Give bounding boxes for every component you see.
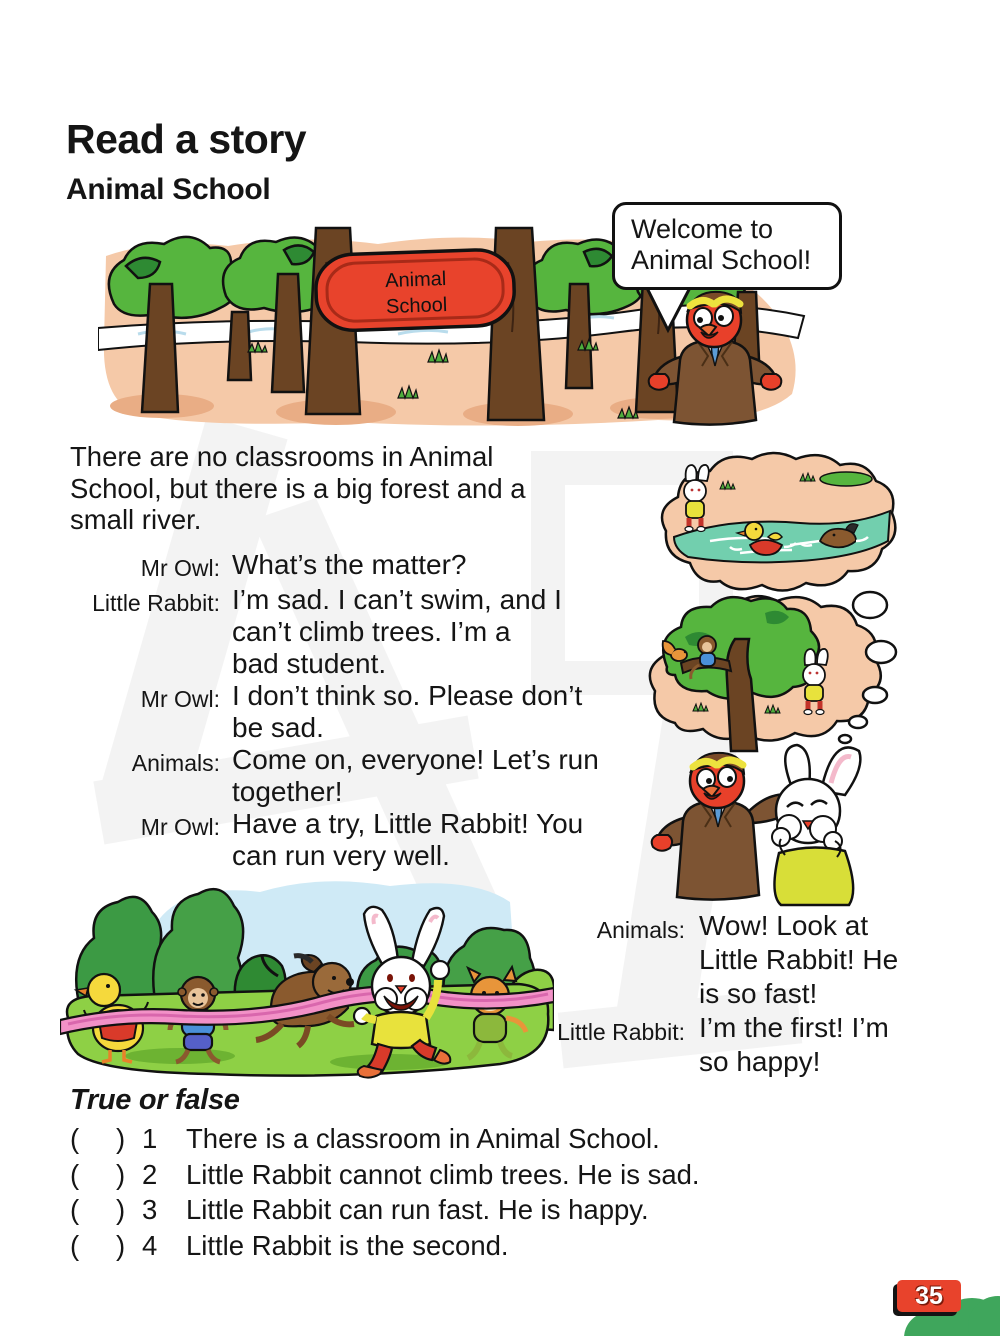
answer-slot[interactable]: (: [70, 1194, 80, 1225]
speaker-label: Mr Owl:: [140, 814, 220, 840]
dialogue-row: [553, 909, 953, 1011]
dialogue-line: Wow! Look at: [699, 910, 869, 941]
page-title: Read a story: [66, 116, 307, 162]
dialogue-right: [553, 909, 953, 1079]
question-row: [70, 1192, 870, 1228]
dialogue-row: [553, 1011, 953, 1079]
owl-comforting-rabbit: [652, 745, 861, 905]
page-number-badge: 35: [897, 1280, 961, 1312]
dialogue-row: [70, 808, 655, 872]
exercise-heading: True or false: [70, 1084, 240, 1116]
dialogue-row: [70, 549, 655, 584]
dialogue-line: Come on, everyone! Let’s run: [232, 744, 599, 775]
intro-line: There are no classrooms in Animal: [70, 441, 494, 472]
speech-bubble-line2: Animal School!: [631, 245, 812, 275]
dialogue-line: can run very well.: [232, 840, 450, 871]
exercise-questions: [70, 1121, 870, 1263]
answer-slot-close: ): [116, 1123, 126, 1154]
animal-school-sign: [315, 249, 516, 332]
intro-paragraph: [70, 441, 526, 536]
answer-slot-close: ): [116, 1158, 126, 1190]
question-text: Little Rabbit can run fast. He is happy.: [186, 1194, 649, 1225]
question-row: [70, 1228, 870, 1264]
answer-slot[interactable]: (: [70, 1123, 80, 1154]
dialogue-line: I’m sad. I can’t swim, and I: [232, 584, 562, 615]
dialogue-line: so happy!: [699, 1046, 821, 1077]
dialogue-line: Have a try, Little Rabbit! You: [232, 808, 584, 839]
speaker-label: Little Rabbit:: [92, 590, 220, 616]
dialogue-line: bad student.: [232, 648, 387, 679]
race-illustration: [60, 866, 554, 1080]
dialogue-row: [70, 744, 655, 808]
dialogue-line: together!: [232, 776, 343, 807]
answer-slot[interactable]: (: [70, 1229, 80, 1261]
question-text: There is a classroom in Animal School.: [186, 1123, 660, 1154]
question-number: 4: [142, 1229, 158, 1261]
dialogue-row: [70, 584, 655, 680]
dialogue-row: [70, 680, 655, 744]
question-row: [70, 1121, 870, 1157]
question-text: Little Rabbit cannot climb trees. He is sad.: [186, 1158, 700, 1190]
speaker-label: Animals:: [596, 917, 685, 943]
thought-cloud-climbing: [650, 596, 881, 751]
question-number: 2: [142, 1158, 158, 1190]
intro-line: School, but there is a big forest and a: [70, 472, 526, 504]
question-number: 1: [142, 1123, 158, 1154]
answer-slot[interactable]: (: [70, 1158, 80, 1190]
speaker-label: Little Rabbit:: [557, 1019, 685, 1045]
dialogue-line: What’s the matter?: [232, 549, 467, 580]
crying-rabbit: [772, 745, 860, 905]
dialogue-line: Little Rabbit! He: [699, 944, 899, 975]
speaker-label: Mr Owl:: [140, 555, 220, 581]
sign-text-line1: Animal: [384, 268, 447, 293]
speaker-label: Mr Owl:: [140, 686, 220, 712]
question-text: Little Rabbit is the second.: [186, 1229, 509, 1261]
dialogue-line: I’m the first! I’m: [699, 1012, 889, 1043]
answer-slot-close: ): [116, 1194, 126, 1225]
speech-bubble: [612, 202, 842, 290]
answer-slot-close: ): [116, 1229, 126, 1261]
speech-bubble-line1: Welcome to: [631, 214, 774, 244]
intro-line: small river.: [70, 504, 202, 535]
sign-text-line2: School: [385, 293, 448, 319]
dialogue-left: [70, 549, 655, 872]
dialogue-line: can’t climb trees. I’m a: [232, 616, 511, 647]
dialogue-line: is so fast!: [699, 978, 818, 1009]
dialogue-line: I don’t think so. Please don’t: [232, 680, 583, 711]
question-row: [70, 1157, 870, 1193]
dialogue-line: be sad.: [232, 712, 324, 743]
thought-cloud-swimming: [662, 453, 895, 591]
story-title: Animal School: [66, 173, 271, 206]
question-number: 3: [142, 1194, 158, 1225]
speaker-label: Animals:: [131, 750, 220, 776]
thought-bubbles-illustration: [645, 445, 910, 910]
